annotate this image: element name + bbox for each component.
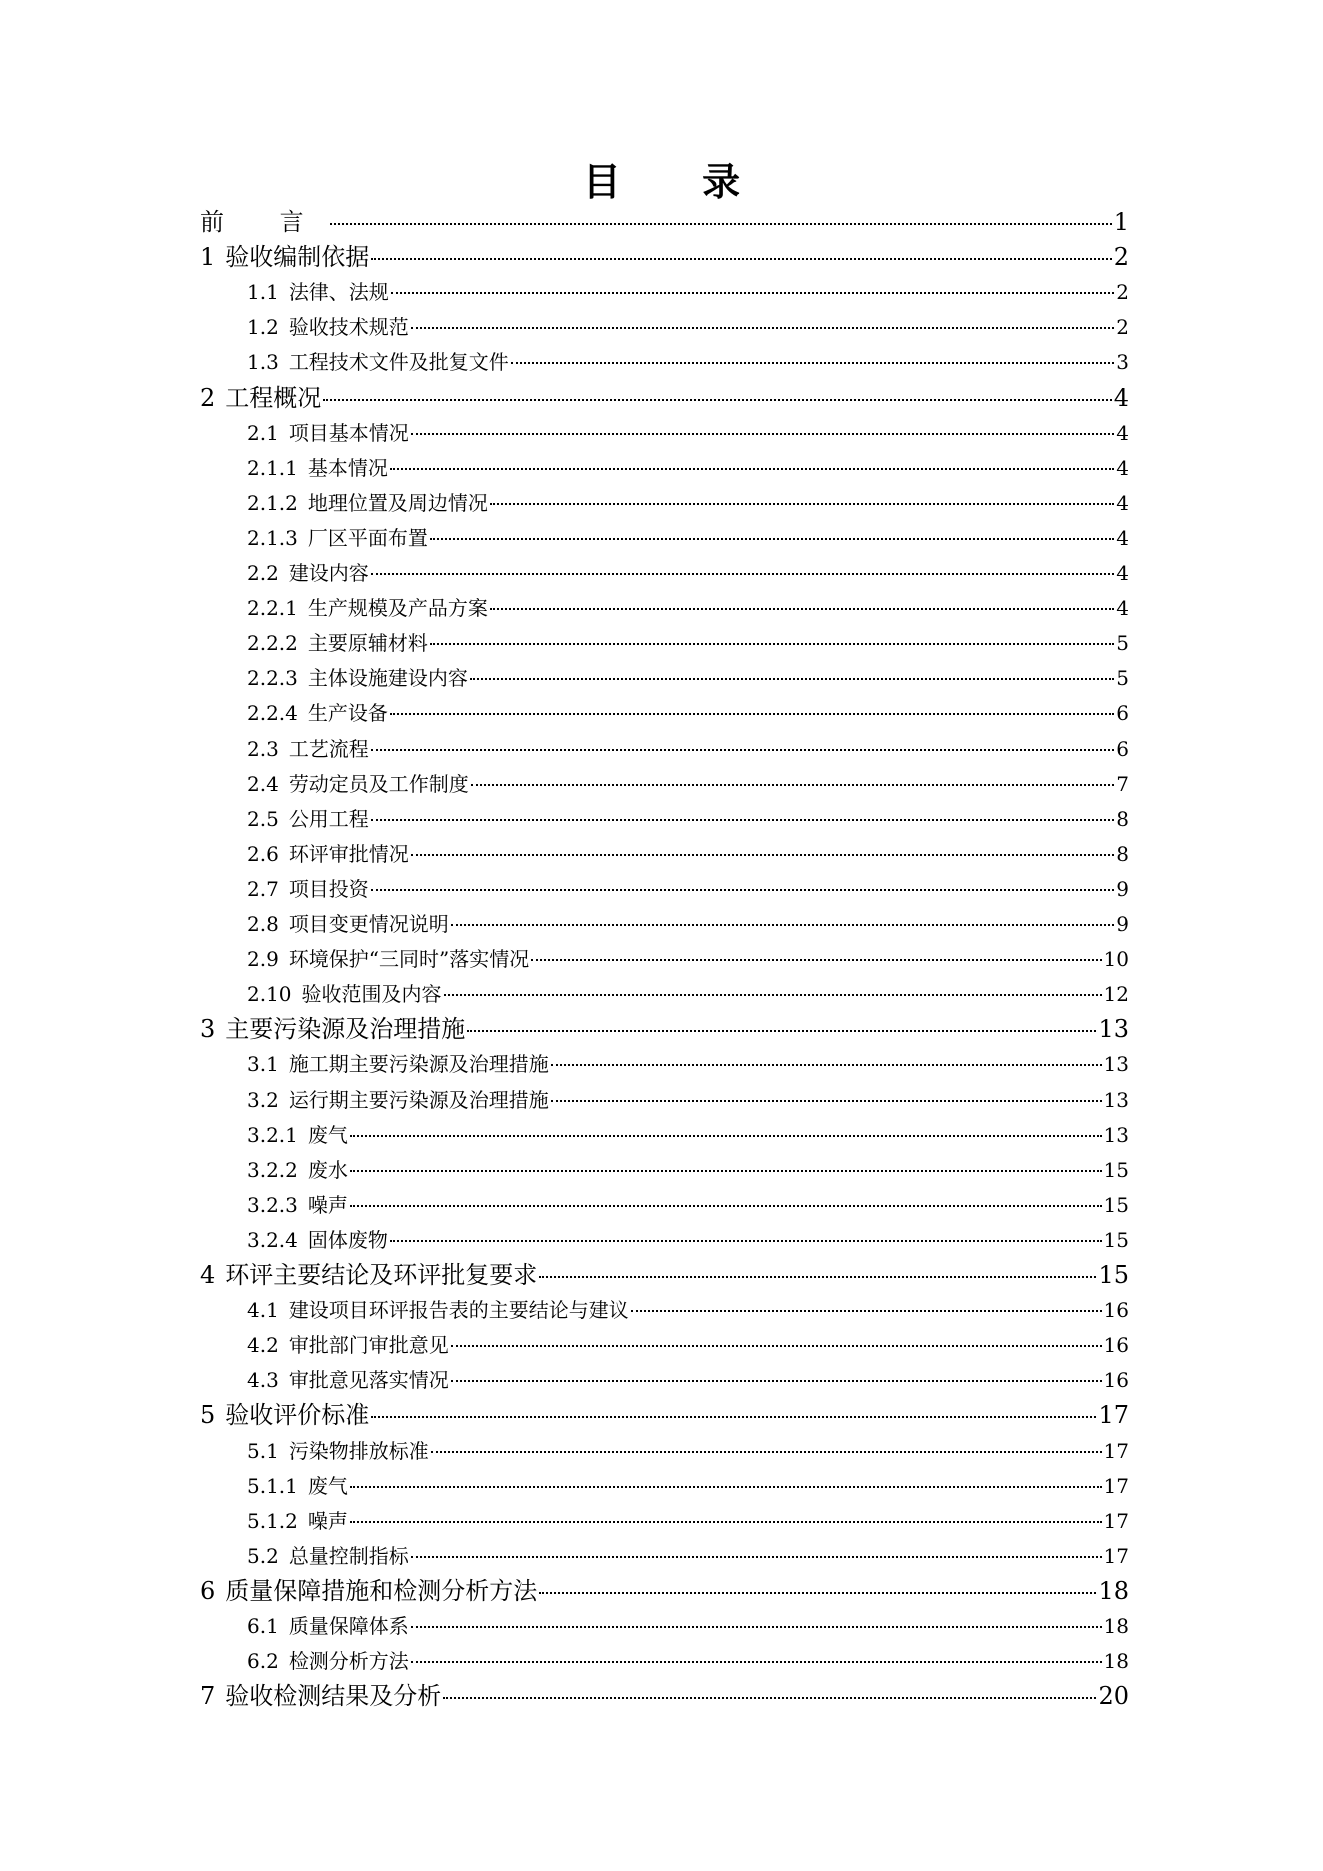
toc-dot-leader — [371, 819, 1114, 821]
toc-page-number: 18 — [1103, 1614, 1129, 1638]
toc-entry[interactable] — [247, 1434, 1129, 1469]
toc-entry[interactable] — [247, 907, 1129, 942]
toc-entry-number: 2.1 — [247, 420, 279, 445]
toc-dot-leader — [443, 1697, 1096, 1699]
toc-page-number: 16 — [1103, 1368, 1129, 1393]
toc-dot-leader — [350, 1486, 1102, 1488]
toc-dot-leader — [444, 994, 1102, 996]
toc-entry[interactable] — [200, 1574, 1129, 1609]
toc-entry[interactable] — [247, 626, 1129, 661]
toc-page-number: 16 — [1103, 1333, 1129, 1358]
toc-page-number: 4 — [1116, 490, 1129, 515]
toc-entry-number: 6 — [200, 1576, 216, 1605]
toc-entry[interactable] — [247, 556, 1129, 591]
toc-entry-number: 4.3 — [247, 1368, 279, 1393]
toc-page-number: 4 — [1113, 383, 1129, 412]
toc-entry-label: 前 言 — [200, 208, 328, 236]
toc-page-number: 15 — [1103, 1227, 1129, 1252]
toc-dot-leader — [539, 1592, 1096, 1594]
toc-page-number: 9 — [1116, 912, 1129, 936]
toc-page-number: 15 — [1103, 1157, 1129, 1182]
toc-entry-number: 2.6 — [247, 841, 279, 866]
toc-entry-label: 审批意见落实情况 — [288, 1368, 449, 1393]
toc-page-number: 5 — [1116, 631, 1129, 656]
toc-entry[interactable] — [247, 696, 1129, 731]
toc-dot-leader — [371, 1416, 1096, 1418]
toc-entry-number: 6.1 — [247, 1614, 279, 1638]
toc-entry-number: 5 — [200, 1401, 216, 1430]
toc-entry-label: 环评审批情况 — [288, 841, 409, 866]
toc-dot-leader — [391, 292, 1114, 294]
toc-page-number: 6 — [1116, 701, 1129, 726]
toc-entry-number: 2.1.3 — [247, 525, 298, 550]
toc-entry-number: 2.10 — [247, 982, 292, 1007]
toc-page-number: 4 — [1116, 420, 1129, 445]
toc-page-number: 1 — [1113, 208, 1129, 236]
toc-entry[interactable] — [247, 1293, 1129, 1328]
toc-entry-label: 验收评价标准 — [225, 1401, 370, 1430]
toc-dot-leader — [411, 1556, 1102, 1558]
toc-entry[interactable] — [247, 837, 1129, 872]
toc-entry-label: 检测分析方法 — [288, 1649, 409, 1674]
toc-entry-number: 3.2.2 — [247, 1157, 298, 1182]
toc-entry-label: 生产设备 — [307, 701, 388, 726]
toc-entry-number: 4 — [200, 1261, 216, 1289]
toc-entry-number: 2.2.4 — [247, 701, 298, 726]
toc-entry-label: 验收编制依据 — [225, 243, 370, 272]
toc-entry-number: 2.9 — [247, 947, 279, 972]
toc-entry-number: 3.2 — [247, 1087, 279, 1112]
toc-entry[interactable] — [247, 275, 1129, 310]
toc-entry-number: 3.1 — [247, 1052, 279, 1077]
toc-entry[interactable] — [247, 977, 1129, 1012]
toc-entry-number: 3.2.3 — [247, 1192, 298, 1217]
toc-dot-leader — [390, 713, 1114, 715]
toc-entry-label: 噪声 — [307, 1508, 348, 1533]
toc-entry-label: 公用工程 — [288, 806, 369, 831]
toc-entry-number: 2.3 — [247, 736, 279, 761]
toc-entry-label: 项目投资 — [288, 876, 369, 901]
toc-dot-leader — [551, 1064, 1102, 1066]
toc-page-number: 4 — [1116, 596, 1129, 621]
toc-page-number: 16 — [1103, 1298, 1129, 1323]
toc-page-number: 6 — [1116, 736, 1129, 761]
toc-page-number: 9 — [1116, 876, 1129, 901]
toc-entry-number: 2.7 — [247, 876, 279, 901]
toc-entry[interactable] — [247, 1504, 1129, 1539]
toc-entry[interactable] — [247, 1609, 1129, 1644]
toc-entry-label: 施工期主要污染源及治理措施 — [288, 1052, 549, 1077]
toc-page-number: 17 — [1103, 1543, 1129, 1568]
toc-entry-number: 1.1 — [247, 280, 279, 305]
toc-entry-label: 验收检测结果及分析 — [225, 1682, 442, 1711]
toc-entry-number: 2.5 — [247, 806, 279, 831]
toc-entry-number: 2.2.3 — [247, 666, 298, 691]
toc-entry-label: 总量控制指标 — [288, 1543, 409, 1568]
toc-entry-number: 2 — [200, 383, 216, 412]
toc-dot-leader — [451, 1345, 1102, 1347]
toc-entry-number: 4.1 — [247, 1298, 279, 1323]
toc-page-number: 13 — [1103, 1052, 1129, 1077]
toc-page-number: 2 — [1116, 280, 1129, 305]
toc-page-number: 20 — [1098, 1682, 1129, 1711]
toc-entry[interactable] — [247, 802, 1129, 837]
toc-entry-label: 劳动定员及工作制度 — [288, 771, 469, 796]
toc-dot-leader — [323, 399, 1111, 401]
toc-entry-label: 生产规模及产品方案 — [307, 596, 488, 621]
toc-entry-number: 1.2 — [247, 315, 279, 340]
toc-dot-leader — [411, 433, 1114, 435]
toc-entry-number: 1 — [200, 243, 216, 272]
toc-entry-label: 主要原辅材料 — [307, 631, 428, 656]
toc-entry-label: 废气 — [307, 1473, 348, 1498]
toc-entry-number: 5.2 — [247, 1543, 279, 1568]
toc-page-number: 4 — [1116, 561, 1129, 585]
toc-entry-number: 2.1.1 — [247, 455, 298, 480]
toc-entry-label: 质量保障体系 — [288, 1614, 409, 1638]
toc-entry[interactable] — [247, 451, 1129, 486]
toc-entry-number: 5.1.2 — [247, 1508, 298, 1533]
toc-dot-leader — [490, 503, 1114, 505]
toc-entry-label: 主体设施建设内容 — [307, 666, 468, 691]
toc-page-number: 17 — [1103, 1473, 1129, 1498]
toc-entry-number: 2.8 — [247, 912, 279, 936]
toc-entry-label: 废气 — [307, 1122, 348, 1147]
toc-dot-leader — [511, 362, 1114, 364]
toc-entry[interactable] — [200, 1398, 1129, 1433]
toc-entry-number: 3.2.4 — [247, 1227, 298, 1252]
toc-dot-leader — [411, 1626, 1102, 1628]
toc-entry[interactable] — [247, 521, 1129, 556]
toc-dot-leader — [451, 1380, 1102, 1382]
toc-page-number: 15 — [1103, 1192, 1129, 1217]
toc-dot-leader — [350, 1135, 1102, 1137]
toc-entry-number: 7 — [200, 1682, 216, 1711]
toc-entry[interactable] — [247, 1118, 1129, 1153]
toc-dot-leader — [531, 959, 1101, 961]
toc-page-number: 17 — [1098, 1401, 1129, 1430]
toc-entry-label: 项目变更情况说明 — [288, 912, 449, 936]
toc-entry-label: 审批部门审批意见 — [288, 1333, 449, 1358]
toc-page-number: 4 — [1116, 525, 1129, 550]
toc-entry[interactable] — [247, 1083, 1129, 1118]
toc-dot-leader — [390, 468, 1114, 470]
toc-page-number: 5 — [1116, 666, 1129, 691]
toc-entry-label: 运行期主要污染源及治理措施 — [288, 1087, 549, 1112]
toc-entry-number: 2.4 — [247, 771, 279, 796]
toc-entry-number: 3.2.1 — [247, 1122, 298, 1147]
toc-dot-leader — [470, 678, 1114, 680]
toc-entry[interactable] — [200, 1012, 1129, 1047]
toc-entry-label: 验收范围及内容 — [301, 982, 442, 1007]
toc-dot-leader — [350, 1521, 1102, 1523]
toc-dot-leader — [350, 1170, 1102, 1172]
toc-entry-label: 工艺流程 — [288, 736, 369, 761]
toc-entry-label: 验收技术规范 — [288, 315, 409, 340]
toc-entry[interactable] — [247, 416, 1129, 451]
toc-entry[interactable] — [247, 1223, 1129, 1258]
toc-dot-leader — [631, 1310, 1102, 1312]
toc-entry[interactable] — [247, 591, 1129, 626]
toc-page-number: 17 — [1103, 1508, 1129, 1533]
toc-page-number: 10 — [1103, 947, 1129, 972]
toc-entry-number: 2.2 — [247, 561, 279, 585]
toc-page-number: 2 — [1116, 315, 1129, 340]
toc-entry[interactable] — [247, 1539, 1129, 1574]
toc-entry-label: 法律、法规 — [288, 280, 389, 305]
toc-entry[interactable] — [200, 1679, 1129, 1714]
toc-entry-label: 环评主要结论及环评批复要求 — [225, 1261, 538, 1289]
toc-entry[interactable] — [247, 661, 1129, 696]
toc-entry-label: 环境保护“三同时”落实情况 — [288, 947, 530, 972]
toc-entry[interactable] — [200, 205, 1129, 240]
toc-dot-leader — [471, 784, 1114, 786]
toc-dot-leader — [350, 1205, 1102, 1207]
toc-page-number: 13 — [1103, 1087, 1129, 1112]
page-title: 目 录 — [582, 159, 775, 204]
toc-entry-label: 厂区平面布置 — [307, 525, 428, 550]
toc-entry-number: 3 — [200, 1015, 216, 1044]
toc-dot-leader — [371, 889, 1114, 891]
toc-entry-label: 工程技术文件及批复文件 — [288, 350, 509, 375]
toc-entry-number: 2.2.1 — [247, 596, 298, 621]
toc-dot-leader — [451, 924, 1114, 926]
toc-entry-number: 2.2.2 — [247, 631, 298, 656]
toc-entry[interactable] — [247, 1188, 1129, 1223]
toc-page-number: 2 — [1113, 243, 1129, 272]
toc-page-number: 8 — [1116, 841, 1129, 866]
toc-dot-leader — [467, 1030, 1096, 1032]
toc-page-number: 18 — [1103, 1649, 1129, 1674]
toc-dot-leader — [371, 258, 1111, 260]
toc-entry-label: 地理位置及周边情况 — [307, 490, 488, 515]
toc-dot-leader — [539, 1276, 1096, 1278]
toc-entry[interactable] — [247, 345, 1129, 380]
toc-dot-leader — [431, 1451, 1102, 1453]
toc-dot-leader — [411, 327, 1114, 329]
toc-entry-label: 建设内容 — [288, 561, 369, 585]
toc-entry[interactable] — [247, 767, 1129, 802]
toc-entry-number: 6.2 — [247, 1649, 279, 1674]
toc-entry[interactable] — [200, 381, 1129, 416]
toc-entry[interactable] — [247, 872, 1129, 907]
toc-entry[interactable] — [200, 1258, 1129, 1293]
toc-entry-label: 污染物排放标准 — [288, 1438, 429, 1463]
toc-dot-leader — [430, 643, 1114, 645]
toc-entry[interactable] — [247, 1363, 1129, 1398]
toc-page-number: 12 — [1103, 982, 1129, 1007]
toc-page-number: 17 — [1103, 1438, 1129, 1463]
toc-entry[interactable] — [247, 1469, 1129, 1504]
toc-entry-label: 基本情况 — [307, 455, 388, 480]
toc-entry[interactable] — [247, 1047, 1129, 1082]
toc-page-number: 3 — [1116, 350, 1129, 375]
toc-entry-number: 4.2 — [247, 1333, 279, 1358]
toc-entry-number: 5.1.1 — [247, 1473, 298, 1498]
toc-dot-leader — [551, 1100, 1102, 1102]
toc-page-number: 18 — [1098, 1576, 1129, 1605]
toc-dot-leader — [330, 223, 1112, 225]
toc-entry-label: 建设项目环评报告表的主要结论与建议 — [288, 1298, 629, 1323]
toc-dot-leader — [490, 608, 1114, 610]
toc-entry-number: 5.1 — [247, 1438, 279, 1463]
toc-entry[interactable] — [247, 942, 1129, 977]
toc-page-number: 4 — [1116, 455, 1129, 480]
toc-page-number: 15 — [1098, 1261, 1129, 1289]
toc-entry[interactable] — [247, 1328, 1129, 1363]
toc-dot-leader — [411, 1661, 1102, 1663]
toc-entry-label: 主要污染源及治理措施 — [225, 1015, 466, 1044]
toc-entry-label: 工程概况 — [225, 383, 322, 412]
toc-entry[interactable] — [247, 486, 1129, 521]
toc-entry[interactable] — [247, 310, 1129, 345]
toc-entry-label: 质量保障措施和检测分析方法 — [225, 1576, 538, 1605]
toc-entry[interactable] — [200, 240, 1129, 275]
toc-entry[interactable] — [247, 1153, 1129, 1188]
toc-page-number: 7 — [1116, 771, 1129, 796]
toc-entry[interactable] — [247, 1644, 1129, 1679]
toc-entry[interactable] — [247, 732, 1129, 767]
toc-entry-number: 1.3 — [247, 350, 279, 375]
toc-page-number: 13 — [1103, 1122, 1129, 1147]
toc-dot-leader — [390, 1240, 1102, 1242]
toc-dot-leader — [371, 573, 1114, 575]
toc-entry-label: 固体废物 — [307, 1227, 388, 1252]
toc-page-number: 13 — [1098, 1015, 1129, 1044]
toc-entry-label: 噪声 — [307, 1192, 348, 1217]
toc-entry-label: 废水 — [307, 1157, 348, 1182]
toc-entry-number: 2.1.2 — [247, 490, 298, 515]
toc-dot-leader — [430, 538, 1114, 540]
toc-dot-leader — [411, 854, 1114, 856]
toc-dot-leader — [371, 749, 1114, 751]
toc-entry-label: 项目基本情况 — [288, 420, 409, 445]
toc-page-number: 8 — [1116, 806, 1129, 831]
